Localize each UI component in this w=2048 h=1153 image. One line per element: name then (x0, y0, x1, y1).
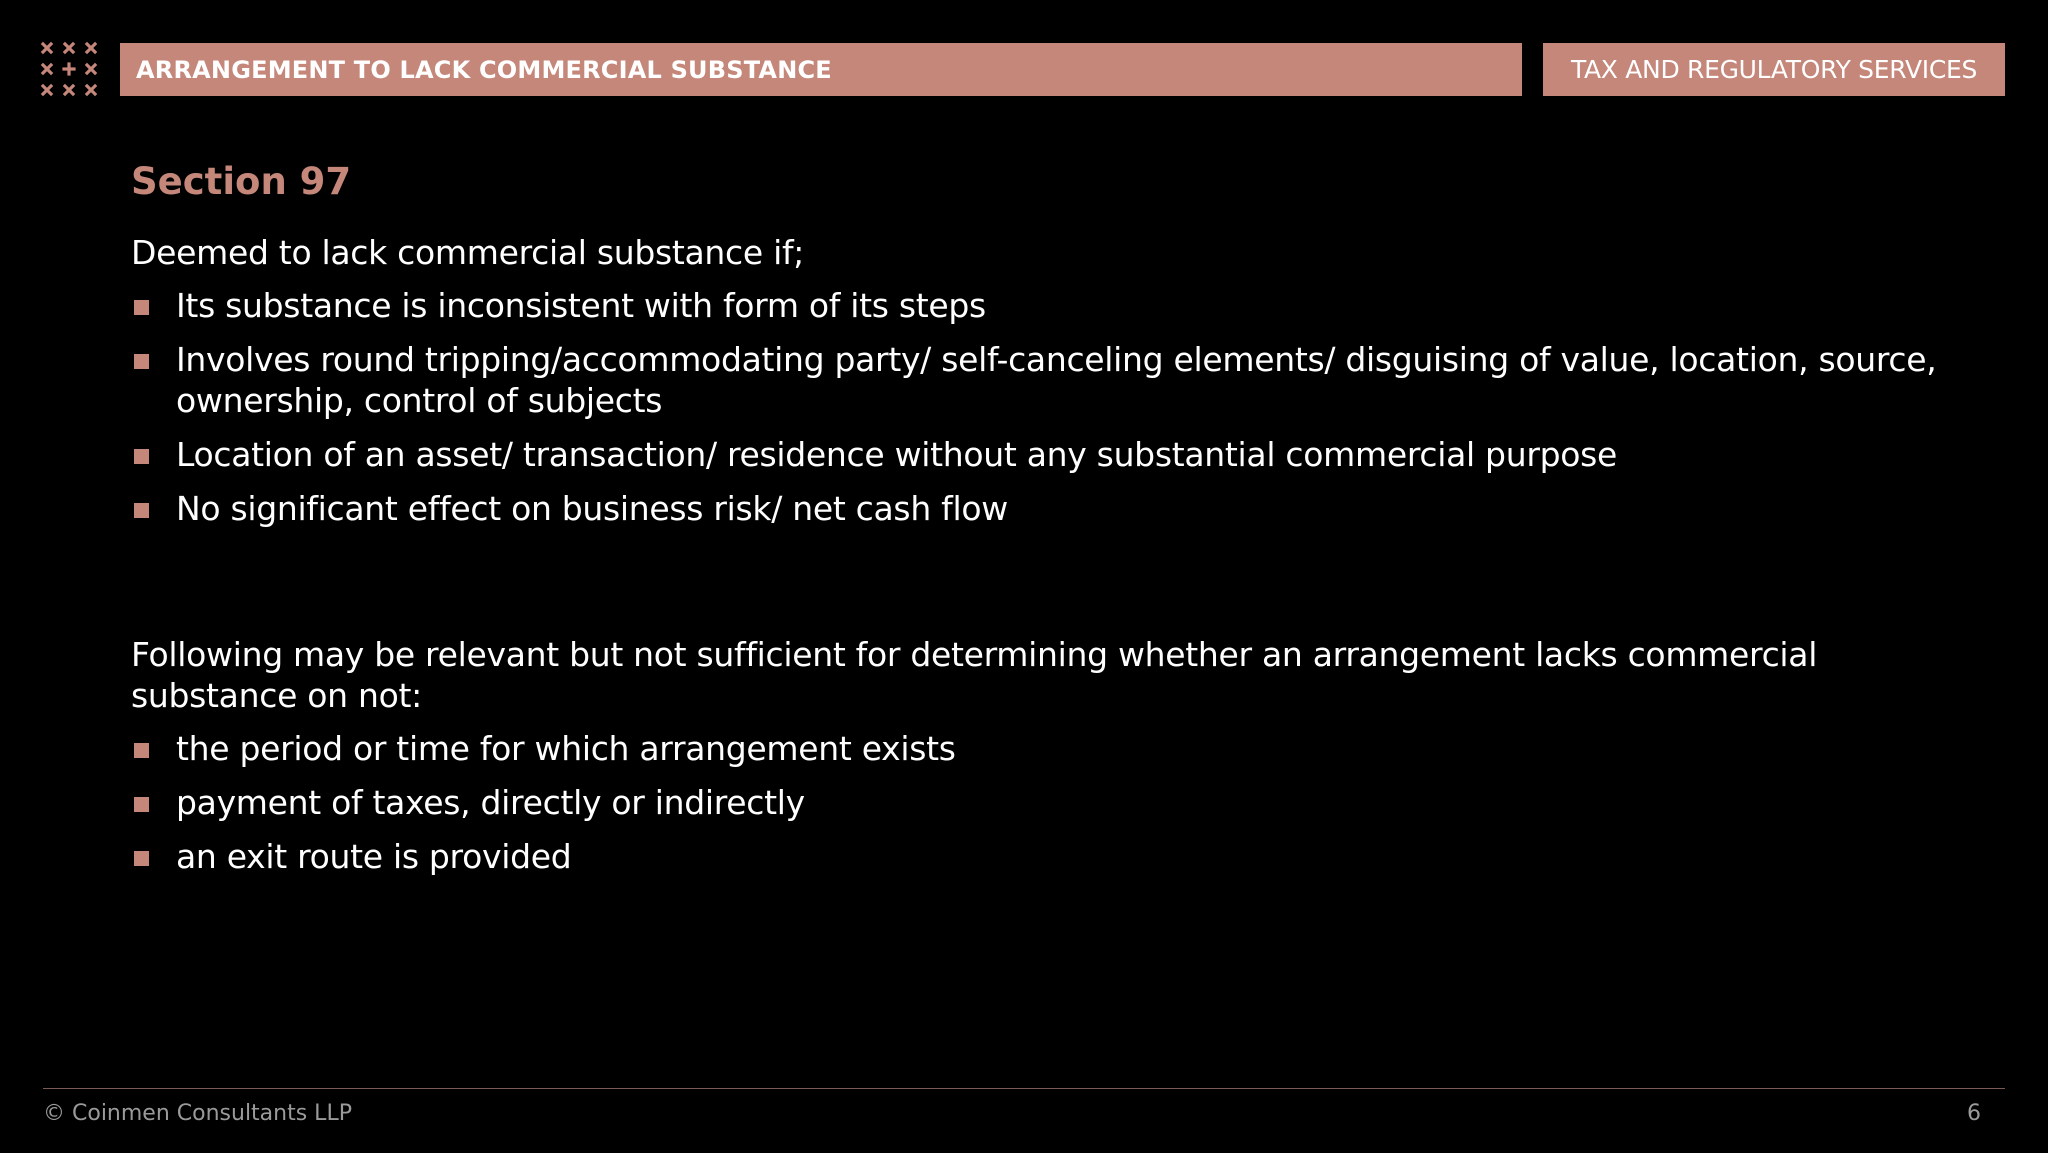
cross-grid-icon (40, 40, 100, 100)
list-item: No significant effect on business risk/ net cash flow (131, 488, 1981, 529)
following-intro-text: Following may be relevant but not sufficient for determining whether an arrangement lacks commercial substance on not: (131, 635, 1818, 715)
square-bullet-icon (134, 449, 149, 464)
square-bullet-icon (134, 797, 149, 812)
list-item: Involves round tripping/accommodating party/ self-canceling elements/ disguising of value, location, source, ownership, control of subjects (131, 339, 1981, 421)
list-item: the period or time for which arrangement exists (131, 728, 1981, 769)
square-bullet-icon (134, 503, 149, 518)
intro-text: Deemed to lack commercial substance if; (131, 233, 805, 272)
criteria-list (131, 285, 1981, 529)
footer-copyright: © Coinmen Consultants LLP (43, 1101, 352, 1126)
square-bullet-icon (134, 851, 149, 866)
list-item: an exit route is provided (131, 836, 1981, 877)
service-label: TAX AND REGULATORY SERVICES (1570, 55, 1978, 84)
list-item: Its substance is inconsistent with form of its steps (131, 285, 1981, 326)
page-number: 6 (1967, 1101, 1981, 1126)
slide-title: ARRANGEMENT TO LACK COMMERCIAL SUBSTANCE (136, 55, 832, 84)
footer-divider (43, 1088, 2005, 1089)
slide-content (131, 158, 1981, 890)
section-heading: Section 97 (131, 160, 352, 203)
square-bullet-icon (134, 300, 149, 315)
service-label-bar (1543, 43, 2005, 96)
list-item: Location of an asset/ transaction/ residence without any substantial commercial purpose (131, 434, 1981, 475)
spacer (131, 542, 1981, 634)
square-bullet-icon (134, 743, 149, 758)
slide-title-bar (120, 43, 1522, 96)
square-bullet-icon (134, 354, 149, 369)
not-sufficient-list (131, 728, 1981, 877)
list-item: payment of taxes, directly or indirectly (131, 782, 1981, 823)
